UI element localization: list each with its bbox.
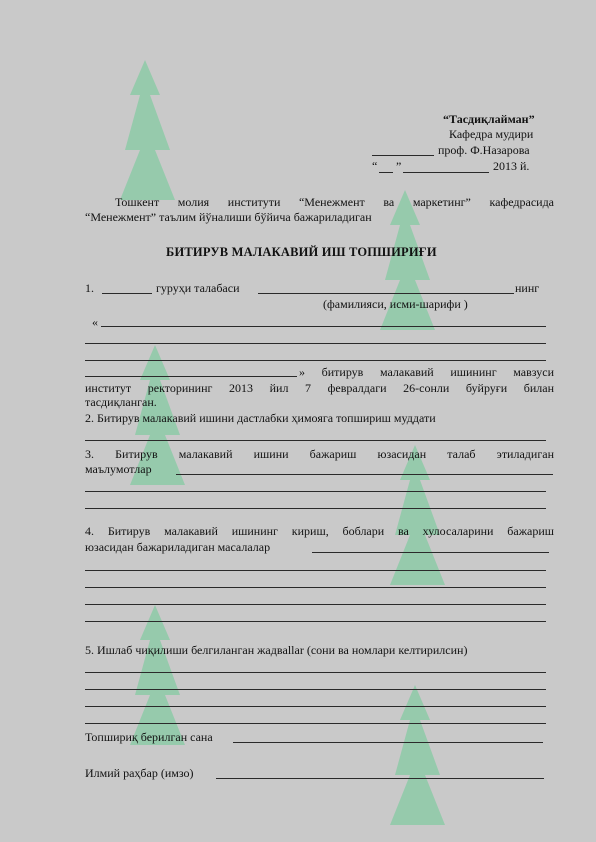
intro-line-1: Тошкент молия институти “Менежмент ва маркетинг” кафедрасида	[115, 195, 554, 209]
soff-watermark-logo	[370, 440, 460, 590]
group-label: гуруҳи талабаси	[156, 281, 240, 295]
approval-signer: проф. Ф.Назарова	[438, 143, 530, 157]
section-4-answer-line-3	[85, 587, 546, 588]
section-2-text: 2. Битирув малакавий ишини дастлабки ҳимояга топшириш муддати	[85, 411, 436, 425]
topic-line-1	[101, 326, 546, 327]
section-3-answer-line-3	[85, 508, 546, 509]
task-date-line	[233, 742, 543, 743]
topic-quote-open: «	[92, 315, 98, 329]
section-5-line-2	[85, 689, 546, 690]
section-3-line-1: 3. Битирув малакавий ишини бажариш юзасидан талаб этиладиган	[85, 447, 554, 461]
approval-position: Кафедра мудири	[449, 127, 534, 141]
document-heading: БИТИРУВ МАЛАКАВИЙ ИШ ТОПШИРИҒИ	[166, 245, 437, 259]
decree-line: институт ректорининг 2013 йил 7 февралдаги 26-сонли буйруғи билан	[85, 381, 554, 395]
intro-line-2: “Менежмент” таълим йўналиши бўйича бажариладиган	[85, 210, 372, 224]
section-3-answer-line-1	[176, 474, 553, 475]
section-1-number: 1.	[85, 281, 94, 295]
soff-watermark-logo	[110, 600, 200, 750]
section-2-line	[85, 440, 546, 441]
soff-watermark-logo	[100, 55, 190, 205]
section-5-line-3	[85, 706, 546, 707]
section-4-answer-line-1	[312, 552, 549, 553]
advisor-signature-line	[216, 778, 544, 779]
student-name-line	[258, 293, 514, 294]
section-4-line-1: 4. Битирув малакавий ишининг кириш, боблари ва хулосаларини бажариш	[85, 524, 554, 538]
section-3-answer-line-2	[85, 491, 546, 492]
date-month-line	[403, 172, 489, 173]
section-4-answer-line-2	[85, 570, 546, 571]
approval-title: “Тасдиқлайман”	[443, 112, 535, 126]
soff-watermark-logo	[370, 680, 460, 830]
topic-line-3	[85, 360, 546, 361]
section-5-line-1	[85, 672, 546, 673]
section-3-line-2: маълумотлар	[85, 462, 152, 476]
approved-text: тасдиқланган.	[85, 395, 157, 409]
advisor-label: Илмий раҳбар (имзо)	[85, 766, 194, 780]
topic-line-4	[85, 376, 297, 377]
date-quote-close: ”	[396, 159, 402, 173]
name-hint: (фамилияси, исми-шарифи )	[323, 297, 468, 311]
section-4-line-2: юзасидан бажариладиган масалалар	[85, 540, 271, 554]
name-suffix: нинг	[515, 281, 540, 295]
topic-tail: » битирув малакавий ишининг мавзуси	[299, 365, 554, 379]
group-number-line	[102, 293, 152, 294]
topic-line-2	[85, 343, 546, 344]
section-5-text: 5. Ишлаб чиқилиши белгиланган жадвallar (сони ва номлари келтирилсин)	[85, 643, 468, 657]
date-year: 2013 й.	[493, 159, 530, 173]
signature-line	[372, 155, 434, 156]
task-date-label: Топшириқ берилган сана	[85, 730, 213, 744]
date-quote-open: “	[372, 159, 378, 173]
section-4-answer-line-5	[85, 621, 546, 622]
section-4-answer-line-4	[85, 604, 546, 605]
date-day-line	[379, 172, 393, 173]
section-5-line-4	[85, 723, 546, 724]
